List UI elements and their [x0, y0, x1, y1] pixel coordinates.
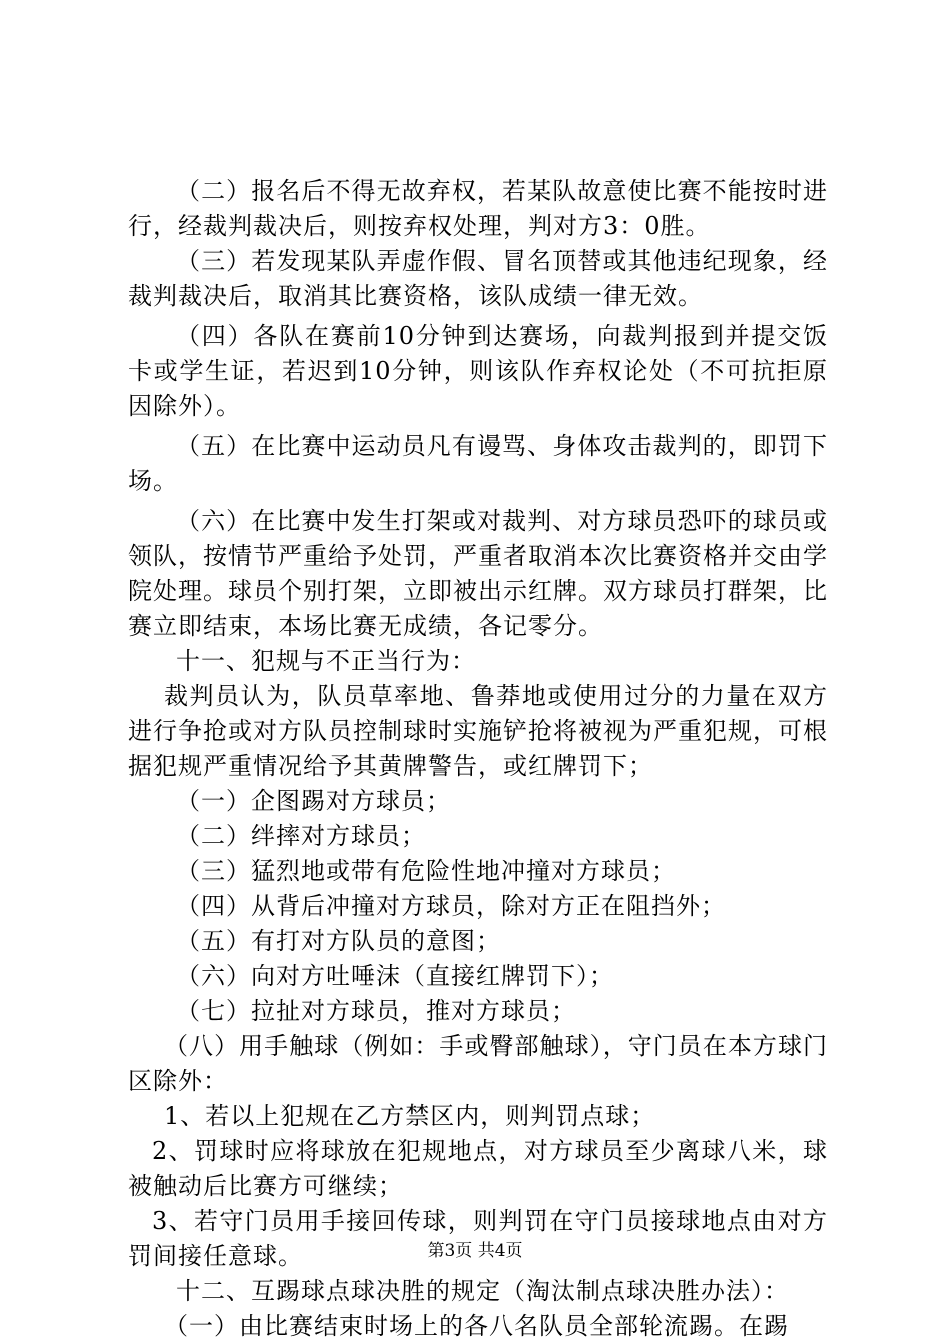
sub-item: 1、若以上犯规在乙方禁区内，则判罚点球； — [164, 1102, 656, 1130]
sub-item: 2、罚球时应将球放在犯规地点，对方球员至少离球八米，球被触动后比赛方可继续； — [128, 1137, 828, 1200]
body-text — [128, 174, 828, 1344]
sub-item: 3、若守门员用手接回传球，则判罚在守门员接球地点由对方罚间接任意球。 — [128, 1207, 828, 1270]
paragraph-arrival: （四）各队在赛前10分钟到达赛场，向裁判报到并提交饭卡或学生证，若迟到10分钟，则该队作弃权论处（不可抗拒原因除外）。 — [128, 322, 828, 420]
paragraph-fighting: （六）在比赛中发生打架或对裁判、对方球员恐吓的球员或领队，按情节严重给予处罚，严重者取消本次比赛资格并交由学院处理。球员个别打架，立即被出示红牌。双方球员打群架，比赛立即结束，本场比赛无成绩，各记零分。 — [128, 507, 828, 640]
paragraph-fraud: （三）若发现某队弄虚作假、冒名顶替或其他违纪现象，经裁判裁决后，取消其比赛资格，该队成绩一律无效。 — [128, 247, 828, 310]
section-heading-penalties: 十二、互踢球点球决胜的规定（淘汰制点球决胜办法）： — [176, 1277, 789, 1305]
list-item: （八）用手触球（例如：手或臀部触球），守门员在本方球门区除外： — [128, 1032, 828, 1095]
list-item: （六）向对方吐唾沫（直接红牌罚下）； — [176, 962, 614, 990]
list-item: （四）从背后冲撞对方球员，除对方正在阻挡外； — [176, 892, 726, 920]
list-item: （三）猛烈地或带有危险性地冲撞对方球员； — [176, 857, 676, 885]
paragraph-abuse: （五）在比赛中运动员凡有谩骂、身体攻击裁判的，即罚下场。 — [128, 432, 828, 495]
list-item: （二）绊摔对方球员； — [176, 822, 426, 850]
section-heading-fouls: 十一、犯规与不正当行为： — [176, 647, 476, 675]
paragraph-no-forfeit: （二）报名后不得无故弃权，若某队故意使比赛不能按时进行，经裁判裁决后，则按弃权处理，判对方3：0胜。 — [128, 177, 828, 240]
list-item: （七）拉扯对方球员，推对方球员； — [176, 997, 576, 1025]
page-footer: 第3页 共4页 — [427, 1241, 523, 1261]
list-item: （一）企图踢对方球员； — [176, 787, 451, 815]
paragraph-shootout: （一）由比赛结束时场上的各八名队员全部轮流踢。在踢 — [164, 1312, 789, 1340]
paragraph-serious-foul: 裁判员认为，队员草率地、鲁莽地或使用过分的力量在双方进行争抢或对方队员控制球时实施铲抢将被视为严重犯规，可根据犯规严重情况给予其黄牌警告，或红牌罚下； — [128, 682, 828, 780]
list-item: （五）有打对方队员的意图； — [176, 927, 501, 955]
